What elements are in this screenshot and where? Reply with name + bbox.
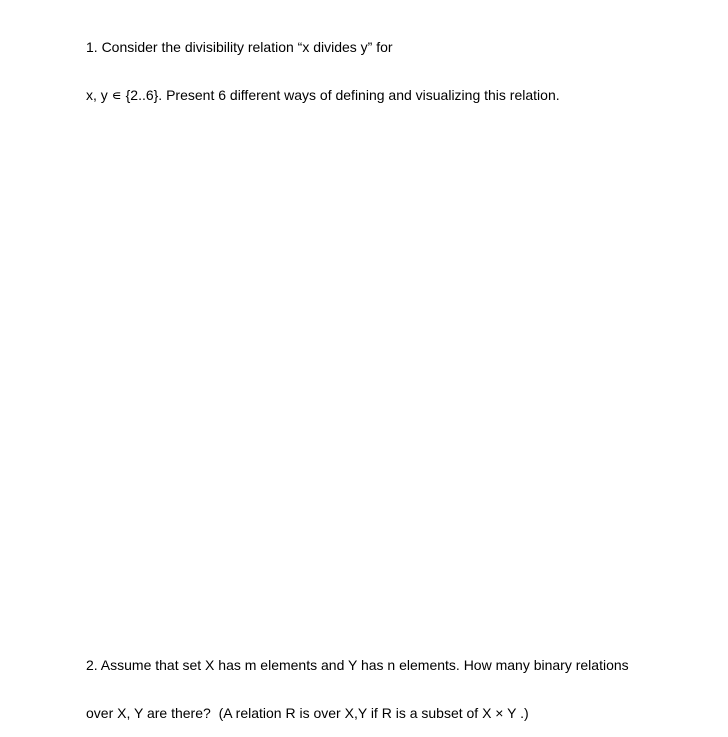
question-1-line-2: x, y ∊ {2..6}. Present 6 different ways of defining and visualizing this relation.	[86, 87, 560, 103]
question-2	[86, 625, 629, 737]
question-2-line-2: over X, Y are there? (A relation R is over X,Y if R is a subset of X × Y .)	[86, 705, 529, 721]
question-2-line-1: 2. Assume that set X has m elements and Y has n elements. How many binary relations	[86, 657, 629, 673]
question-1-line-1: 1. Consider the divisibility relation “x divides y” for	[86, 39, 393, 55]
question-1	[86, 7, 560, 119]
